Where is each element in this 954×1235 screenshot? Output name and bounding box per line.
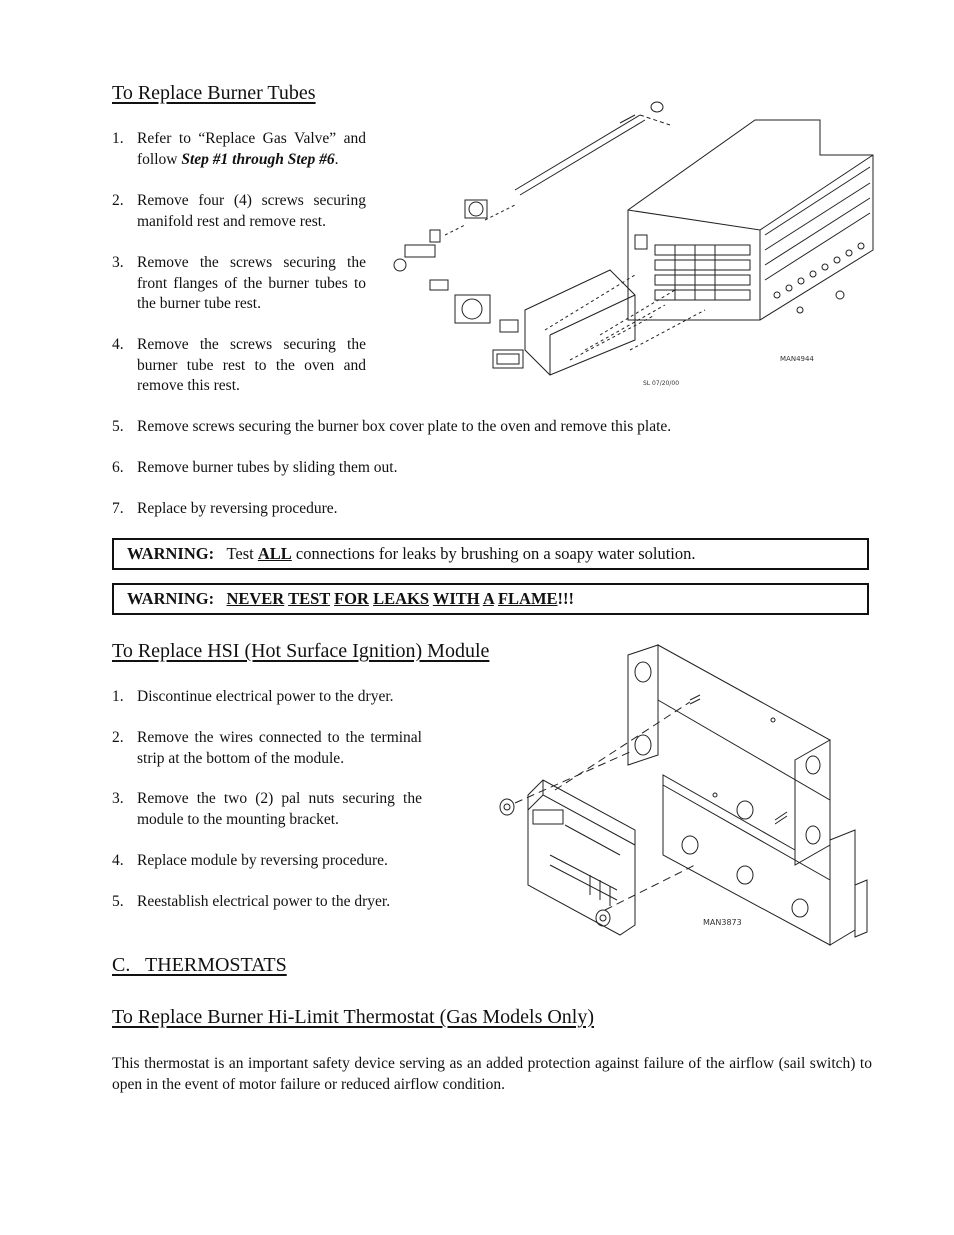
step-text: Replace module by reversing procedure. (137, 852, 388, 869)
figure-label: MAN4944 (780, 355, 814, 363)
heading-replace-burner-tubes: To Replace Burner Tubes (112, 82, 316, 104)
step-number: 4. (112, 852, 124, 869)
figure-label: MAN3873 (703, 918, 742, 927)
step-text: Remove the screws securing the front flanges of the burner tubes to the burner tube rest. (137, 254, 366, 312)
warning-word: TEST (288, 589, 330, 608)
warning-word: FLAME (497, 589, 558, 608)
warning-box-leaks (112, 538, 869, 570)
step-text: Remove the screws securing the burner tube rest to the oven and remove this rest. (137, 336, 366, 394)
step-number: 3. (112, 254, 124, 271)
step-text (137, 129, 366, 170)
step-text: Remove screws securing the burner box cover plate to the oven and remove this plate. (137, 418, 672, 435)
heading-replace-hsi-module: To Replace HSI (Hot Surface Ignition) Module (112, 640, 490, 662)
step-text: Reestablish electrical power to the dryer. (137, 893, 391, 910)
warning-suffix: !!! (557, 589, 575, 608)
heading-replace-hi-limit-thermostat: To Replace Burner Hi-Limit Thermostat (Gas Models Only) (112, 1006, 595, 1028)
burner-tubes (655, 245, 750, 300)
warning-box-flame (112, 583, 869, 615)
step-number: 5. (112, 893, 124, 910)
step-text: Remove four (4) screws securing manifold rest and remove rest. (137, 192, 366, 230)
burner-assembly-diagram (385, 95, 880, 400)
step-number: 4. (112, 336, 124, 353)
step-text: Remove the wires connected to the terminal strip at the bottom of the module. (137, 729, 422, 767)
warning-word: WITH (432, 589, 480, 608)
step-text: Remove burner tubes by sliding them out. (137, 459, 398, 476)
step-number: 2. (112, 192, 124, 209)
warning-label: WARNING: (127, 589, 215, 608)
step-number: 6. (112, 459, 124, 476)
section-heading-thermostats: C. THERMOSTATS (112, 954, 287, 976)
step-text: Replace by reversing procedure. (137, 500, 338, 517)
warning-word: NEVER (226, 589, 285, 608)
warning-text-pre: Test (226, 544, 258, 563)
warning-word: LEAKS (373, 589, 429, 608)
step-number: 1. (112, 688, 124, 705)
warning-text-post: connections for leaks by brushing on a soapy water solution. (291, 544, 696, 563)
hsi-module (528, 780, 635, 935)
step-number: 5. (112, 418, 124, 435)
warning-word: FOR (334, 589, 369, 608)
step-number: 3. (112, 790, 124, 807)
step-text-pre: Refer to “Replace Gas Valve” and follow (137, 130, 366, 168)
step-number: 2. (112, 729, 124, 746)
thermostat-description: This thermostat is an important safety device serving as an added protection against failure of the airflow (sail switch) to open in the event of motor failure or reduced airflow condition. (112, 1055, 872, 1093)
step-text: Remove the two (2) pal nuts securing the module to the mounting bracket. (137, 790, 422, 828)
warning-word: A (482, 589, 494, 608)
step-number: 7. (112, 500, 124, 517)
hsi-module-diagram (495, 640, 875, 955)
step-text: Discontinue electrical power to the dryer. (137, 688, 394, 705)
warning-label: WARNING: (127, 544, 215, 563)
step-emphasis: Step #1 through Step #6 (181, 150, 335, 168)
figure-date: SL 07/20/00 (643, 380, 680, 387)
vent-holes (774, 243, 864, 298)
warning-emphasis: ALL (257, 544, 292, 563)
step-text-post: . (334, 150, 339, 168)
step-number: 1. (112, 130, 124, 147)
